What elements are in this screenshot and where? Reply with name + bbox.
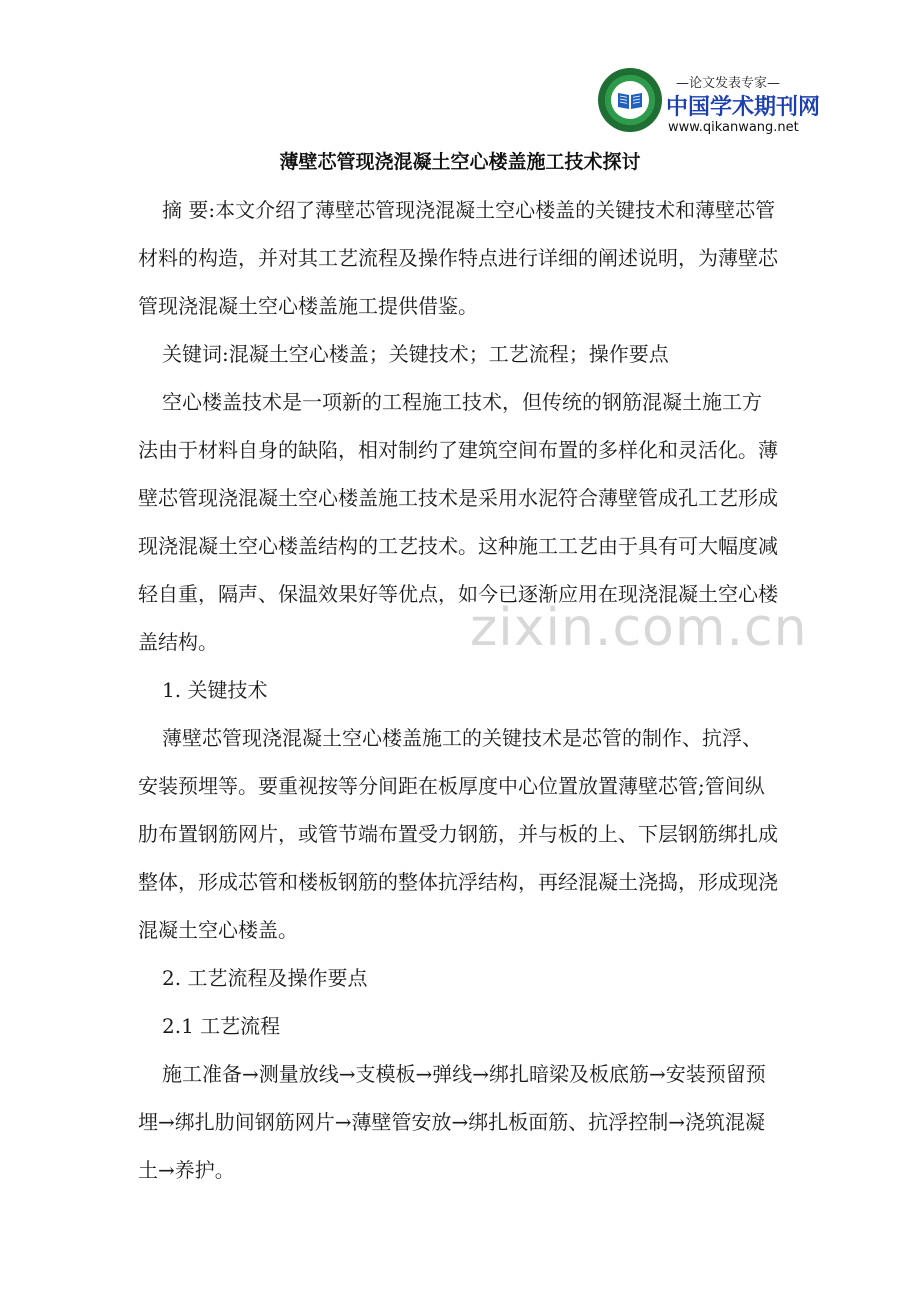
subsection-heading-2-1: 2.1 工艺流程 — [162, 1014, 281, 1038]
watermark: zixin.com.cn — [470, 598, 808, 658]
section-heading-1: 1. 关键技术 — [162, 678, 268, 702]
intro-paragraph: 空心楼盖技术是一项新的工程施工技术，但传统的钢筋混凝土施工方法由于材料自身的缺陷，相对制约了建筑空间布置的多样化和灵活化。薄壁芯管现浇混凝土空心楼盖施工技术是采用水泥符合薄壁管成孔工艺形成现浇混凝土空心楼盖结构的工艺技术。这种施工工艺由于具有可大幅度减轻自重，隔声、保温效果好等优点，如今已逐渐应用在现浇混凝土空心楼盖结构。 — [138, 390, 778, 654]
document-title: 薄壁芯管现浇混凝土空心楼盖施工技术探讨 — [279, 151, 641, 173]
logo-slogan: —论文发表专家— — [676, 76, 781, 91]
publisher-logo — [598, 68, 821, 140]
process-paragraph: 施工准备→测量放线→支模板→弹线→绑扎暗梁及板底筋→安装预留预埋→绑扎肋间钢筋网片→薄壁管安放→绑扎板面筋、抗浮控制→浇筑混凝土→养护。 — [138, 1062, 766, 1182]
logo-brand-name: 中国学术期刊网 — [666, 95, 821, 120]
abstract-paragraph: 摘 要:本文介绍了薄壁芯管现浇混凝土空心楼盖的关键技术和薄壁芯管材料的构造，并对其工艺流程及操作特点进行详细的阐述说明，为薄壁芯管现浇混凝土空心楼盖施工提供借鉴。 — [138, 198, 778, 318]
book-seal-icon — [598, 68, 662, 132]
keywords-paragraph: 关键词:混凝土空心楼盖；关键技术；工艺流程；操作要点 — [162, 342, 669, 366]
section-heading-2: 2. 工艺流程及操作要点 — [162, 966, 368, 990]
key-tech-paragraph: 薄壁芯管现浇混凝土空心楼盖施工的关键技术是芯管的制作、抗浮、安装预埋等。要重视按等分间距在板厚度中心位置放置薄壁芯管;管间纵肋布置钢筋网片，或管节端布置受力钢筋，并与板的上、下层钢筋绑扎成整体，形成芯管和楼板钢筋的整体抗浮结构，再经混凝土浇捣，形成现浇混凝土空心楼盖。 — [138, 726, 778, 942]
logo-site-url: www.qikanwang.net — [668, 120, 799, 135]
document-body — [138, 186, 778, 1194]
